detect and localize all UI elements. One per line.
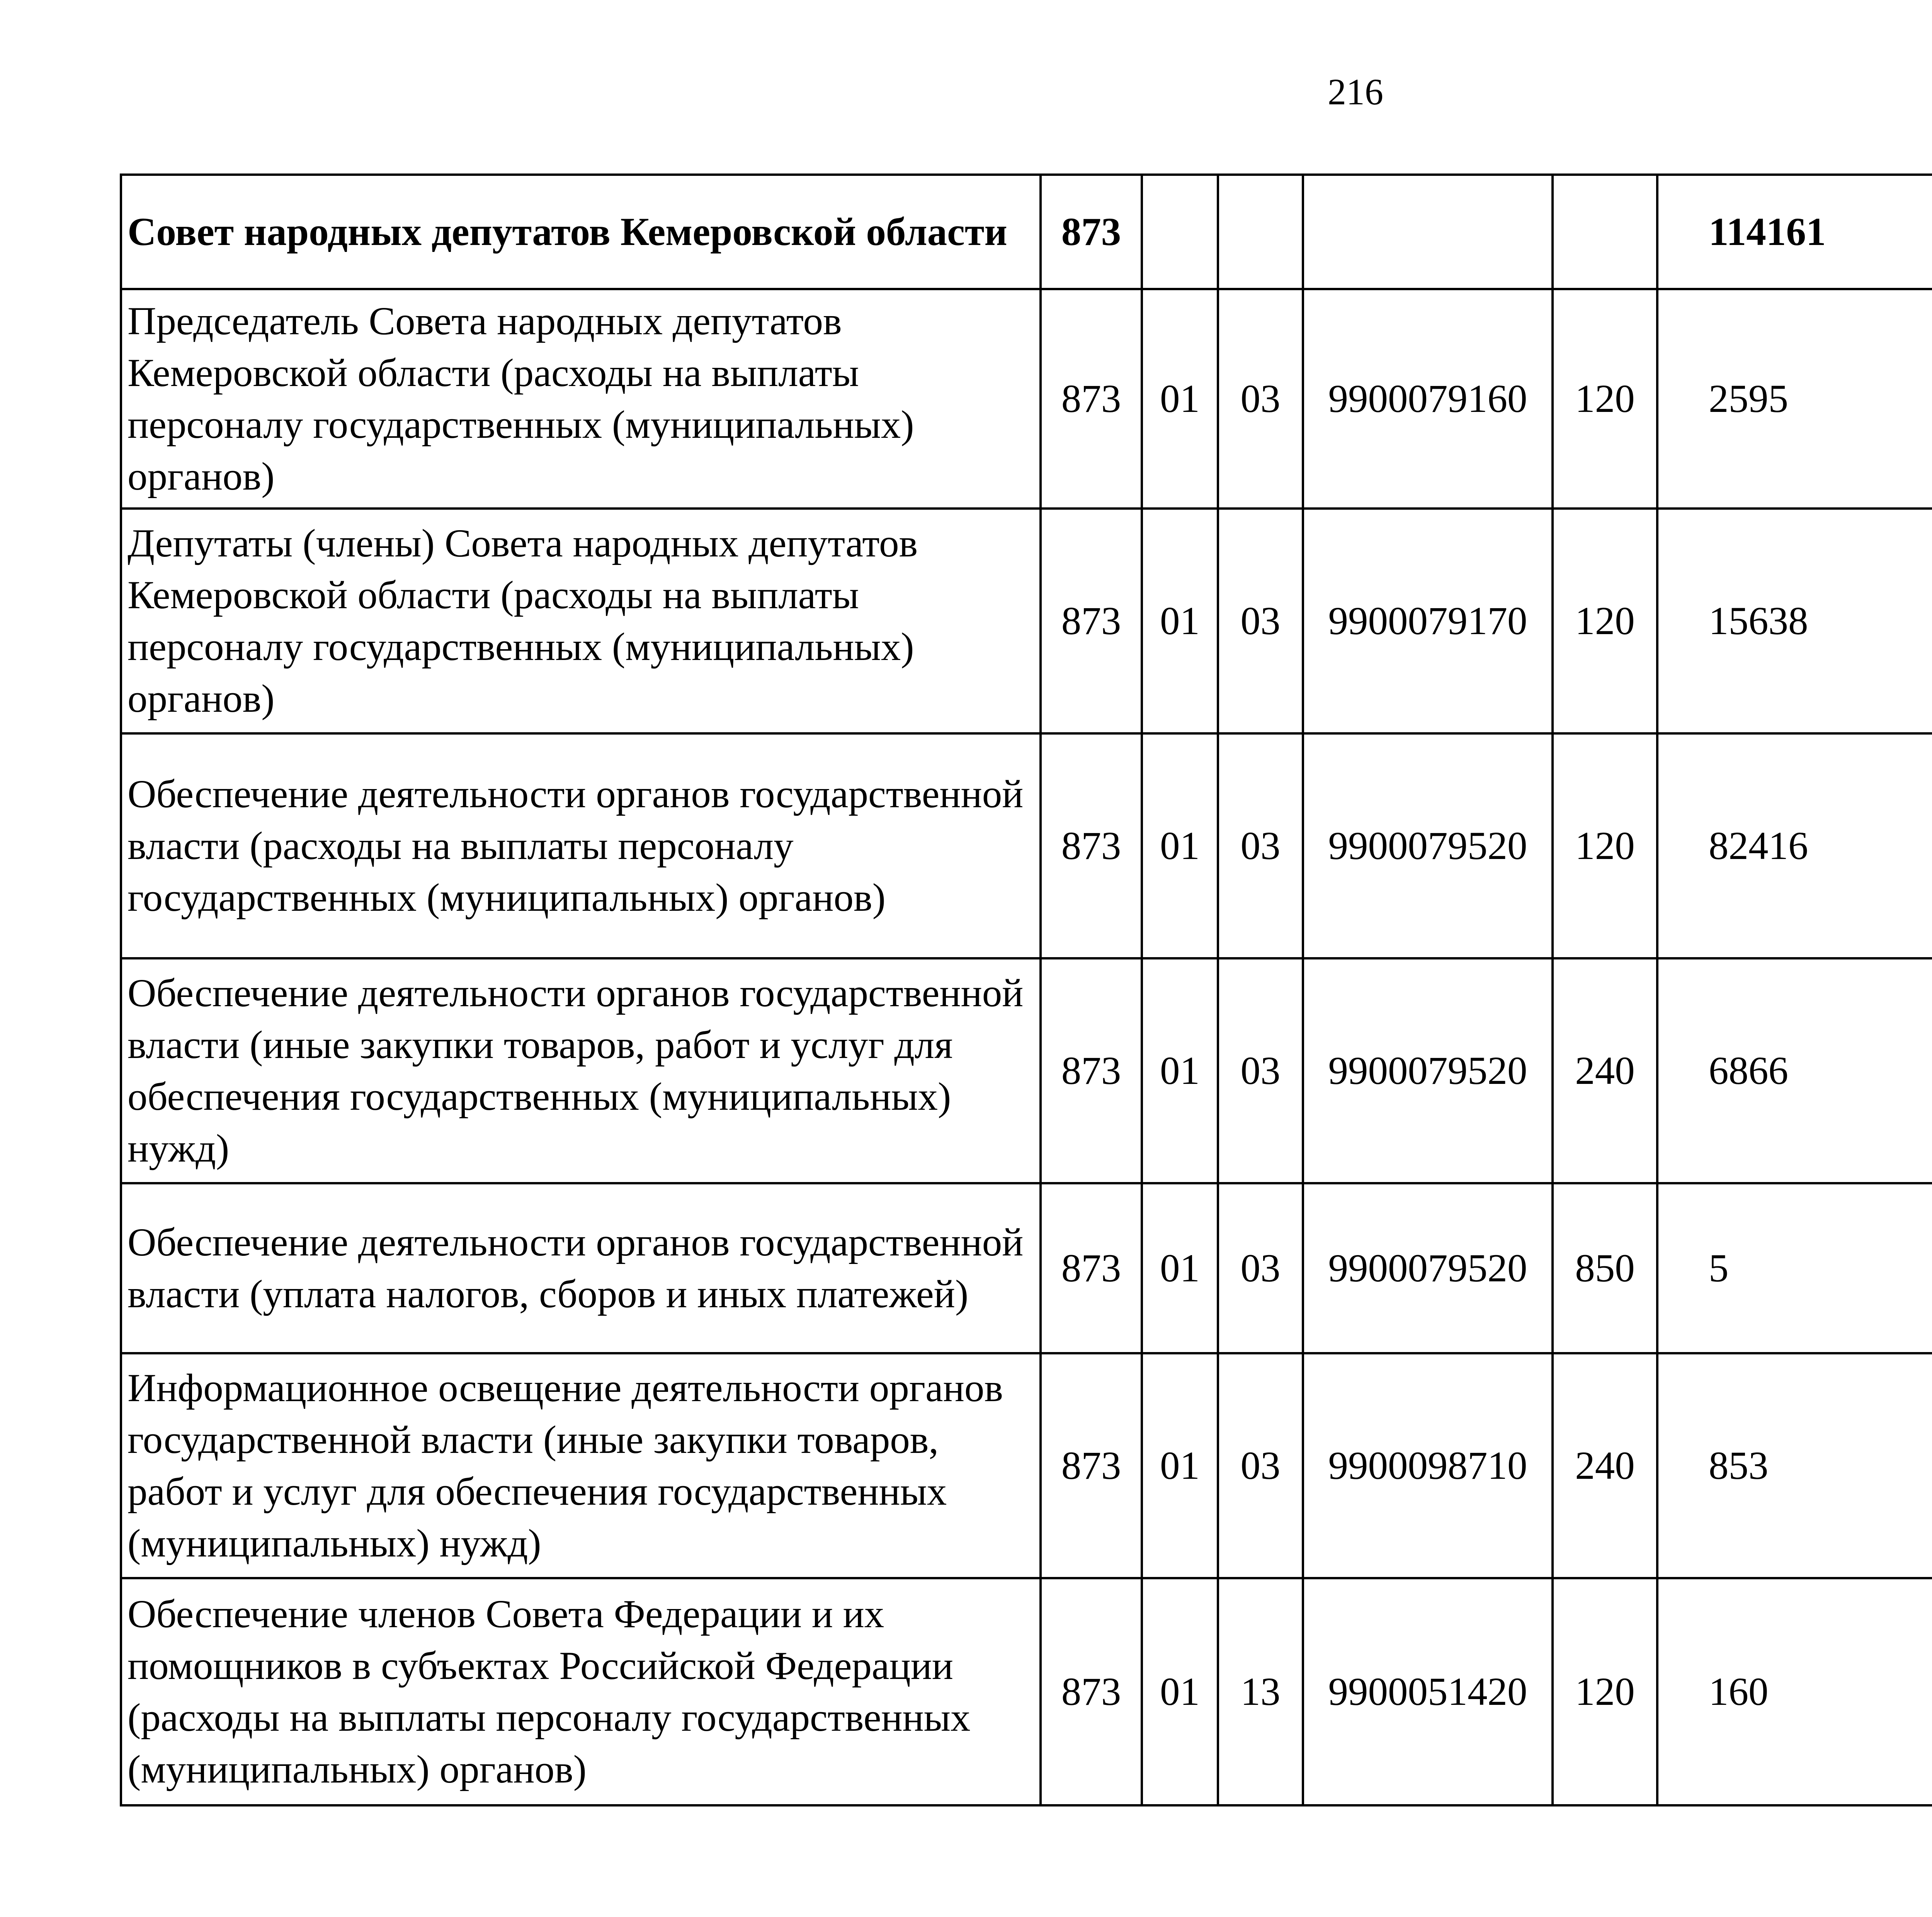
- page-number: 216: [1328, 71, 1383, 112]
- budget-table: [120, 173, 1932, 1806]
- cell-section: 01: [1142, 509, 1218, 733]
- cell-expense: 120: [1553, 1578, 1657, 1805]
- cell-section: 01: [1142, 289, 1218, 509]
- cell-name: Совет народных депутатов Кемеровской области: [121, 175, 1041, 289]
- cell-section: 01: [1142, 958, 1218, 1183]
- cell-expense: [1553, 175, 1657, 289]
- cell-amount-1: 2595: [1657, 289, 1932, 509]
- table-row: [121, 958, 1932, 1183]
- cell-subsection: 03: [1218, 958, 1303, 1183]
- cell-section: [1142, 175, 1218, 289]
- cell-target: 9900051420: [1303, 1578, 1553, 1805]
- cell-subsection: 13: [1218, 1578, 1303, 1805]
- table-row: [121, 733, 1932, 958]
- table-row: [121, 1183, 1932, 1353]
- table-row-header: [121, 175, 1932, 289]
- cell-ministry: 873: [1041, 289, 1142, 509]
- table-row: [121, 289, 1932, 509]
- cell-expense: 120: [1553, 289, 1657, 509]
- cell-ministry: 873: [1041, 733, 1142, 958]
- cell-name: Депутаты (члены) Совета народных депутатов Кемеровской области (расходы на выплаты персоналу государственных (муниципальных) органов): [121, 509, 1041, 733]
- cell-amount-1: 6866: [1657, 958, 1932, 1183]
- cell-subsection: 03: [1218, 1353, 1303, 1578]
- cell-section: 01: [1142, 1183, 1218, 1353]
- cell-target: [1303, 175, 1553, 289]
- cell-name: Обеспечение деятельности органов государственной власти (иные закупки товаров, работ и услуг для обеспечения государственных (муниципальных) нужд): [121, 958, 1041, 1183]
- cell-subsection: 03: [1218, 509, 1303, 733]
- cell-target: 9900098710: [1303, 1353, 1553, 1578]
- table-row: [121, 509, 1932, 733]
- cell-name: Обеспечение членов Совета Федерации и их помощников в субъектах Российской Федерации (расходы на выплаты персоналу государственных (муниципальных) органов): [121, 1578, 1041, 1805]
- cell-subsection: 03: [1218, 1183, 1303, 1353]
- cell-ministry: 873: [1041, 509, 1142, 733]
- cell-name: Информационное освещение деятельности органов государственной власти (иные закупки товаров, работ и услуг для обеспечения государственных (муниципальных) нужд): [121, 1353, 1041, 1578]
- cell-expense: 120: [1553, 733, 1657, 958]
- cell-ministry: 873: [1041, 958, 1142, 1183]
- cell-amount-1: 5: [1657, 1183, 1932, 1353]
- cell-amount-1: 160: [1657, 1578, 1932, 1805]
- cell-name: Обеспечение деятельности органов государственной власти (расходы на выплаты персоналу государственных (муниципальных) органов): [121, 733, 1041, 958]
- cell-subsection: [1218, 175, 1303, 289]
- cell-target: 9900079520: [1303, 733, 1553, 958]
- cell-ministry: 873: [1041, 1578, 1142, 1805]
- table-row: [121, 1578, 1932, 1805]
- cell-ministry: 873: [1041, 175, 1142, 289]
- cell-expense: 240: [1553, 958, 1657, 1183]
- cell-ministry: 873: [1041, 1183, 1142, 1353]
- cell-section: 01: [1142, 733, 1218, 958]
- cell-subsection: 03: [1218, 733, 1303, 958]
- cell-amount-1: 15638: [1657, 509, 1932, 733]
- cell-target: 9900079160: [1303, 289, 1553, 509]
- cell-name: Председатель Совета народных депутатов Кемеровской области (расходы на выплаты персоналу государственных (муниципальных) органов): [121, 289, 1041, 509]
- cell-amount-1: 82416: [1657, 733, 1932, 958]
- cell-section: 01: [1142, 1353, 1218, 1578]
- cell-ministry: 873: [1041, 1353, 1142, 1578]
- cell-expense: 240: [1553, 1353, 1657, 1578]
- table-row: [121, 1353, 1932, 1578]
- cell-expense: 850: [1553, 1183, 1657, 1353]
- cell-name: Обеспечение деятельности органов государственной власти (уплата налогов, сборов и иных платежей): [121, 1183, 1041, 1353]
- cell-target: 9900079520: [1303, 1183, 1553, 1353]
- cell-expense: 120: [1553, 509, 1657, 733]
- cell-amount-1: 114161: [1657, 175, 1932, 289]
- cell-target: 9900079170: [1303, 509, 1553, 733]
- cell-amount-1: 853: [1657, 1353, 1932, 1578]
- cell-target: 9900079520: [1303, 958, 1553, 1183]
- cell-subsection: 03: [1218, 289, 1303, 509]
- cell-section: 01: [1142, 1578, 1218, 1805]
